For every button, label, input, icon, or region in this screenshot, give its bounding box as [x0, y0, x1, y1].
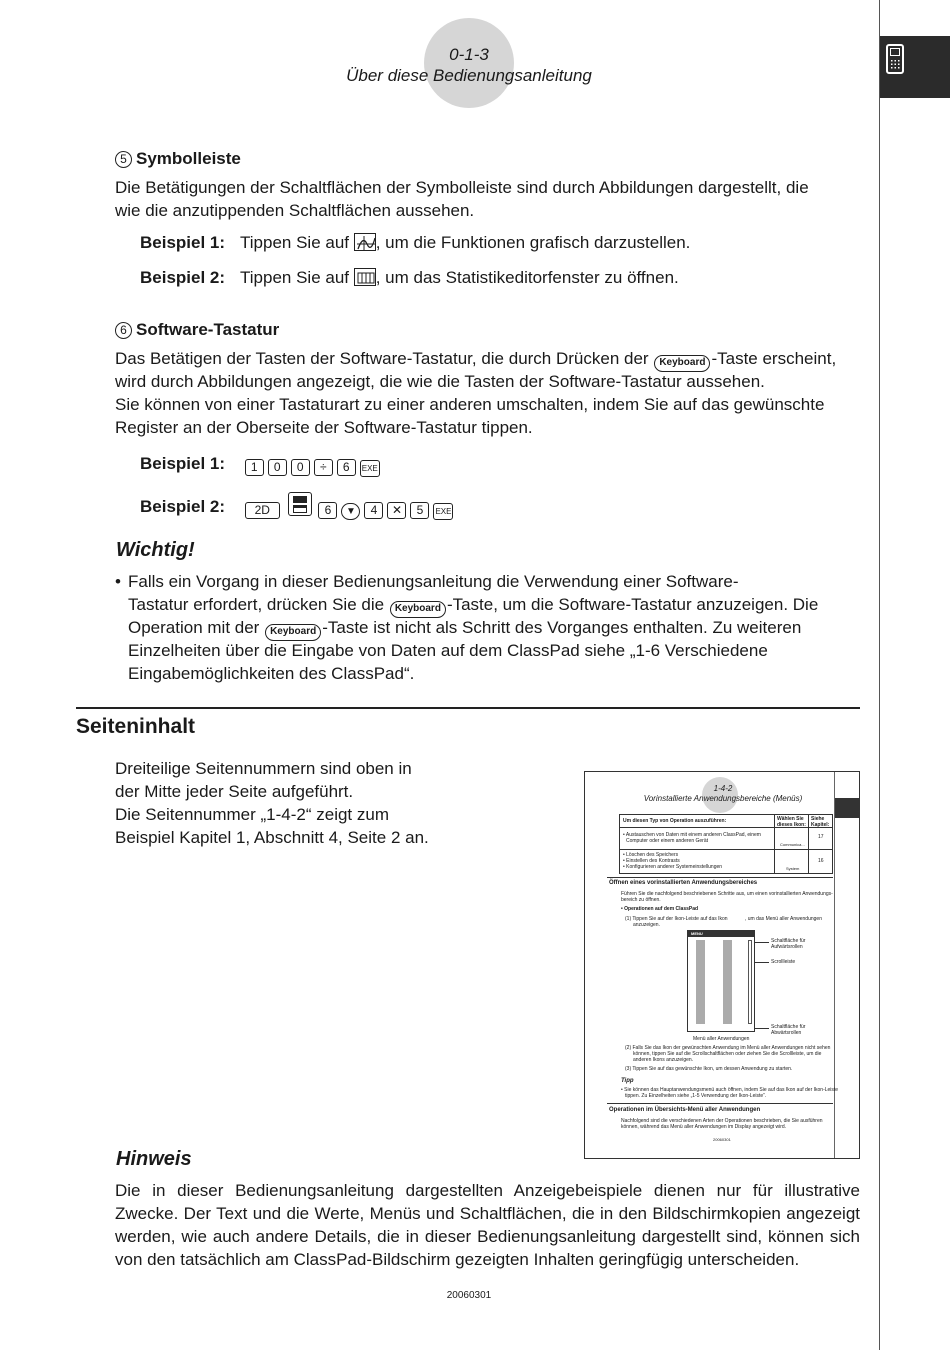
keyboard-key: Keyboard: [654, 355, 710, 372]
thumbnail-screen: MENU: [687, 930, 755, 1032]
key-divide: ÷: [314, 459, 333, 476]
section-6-line-1: Das Betätigen der Tasten der Software-Tastatur, die durch Drücken der Keyboard -Taste erscheint,: [115, 347, 836, 372]
key-1: 1: [245, 459, 264, 476]
section-5-line-2: wie die anzutippenden Schaltflächen aussehen.: [115, 201, 475, 220]
key-0: 0: [268, 459, 287, 476]
section-number: 6: [115, 322, 132, 339]
cursor-down-icon: ▼: [341, 503, 360, 520]
section-divider: [76, 707, 860, 709]
key-exe: EXE: [360, 460, 380, 477]
key-6: 6: [318, 502, 337, 519]
keyboard-key: Keyboard: [265, 624, 321, 641]
thumbnail-table: Um diesen Typ von Operation auszuführen: Wählen Sie dieses Ikon: Siehe Kapitel: • Austauschen von Daten mit einem anderen ClassPad, einem Computer oder einem anderen Gerät Communica... 17 • Löschen des Speichers • Einstellen des Kontrasts • Konfigurieren anderer Systemeinstellungen System 16: [619, 814, 833, 874]
section-heading: Seiteninhalt: [76, 715, 196, 738]
section-5-line-1: Die Betätigungen der Schaltflächen der Symbolleiste sind durch Abbildungen dargestellt, die: [115, 178, 809, 197]
keyboard-example-2: Beispiel 2: 2D 6 ▼ 4 ✕ 5 EXE: [140, 492, 457, 520]
stat-editor-icon: [354, 268, 376, 286]
footer-code: 20060301: [446, 1290, 492, 1301]
page-content-line-3: Die Seitennummer „1-4-2“ zeigt zum: [115, 805, 389, 824]
important-line-2: Tastatur erfordert, drücken Sie die Keyboard -Taste, um die Software-Tastatur anzuzeigen. Die: [128, 593, 818, 618]
page-content-line-4: Beispiel Kapitel 1, Abschnitt 4, Seite 2 an.: [115, 828, 429, 847]
thumbnail-page-number: 1-4-2: [713, 784, 733, 793]
page-title: Über diese Bedienungsanleitung: [346, 66, 592, 85]
important-line-5: Eingabemöglichkeiten des ClassPad“.: [128, 664, 415, 683]
section-6-line-3: Sie können von einer Tastaturart zu einer anderen umschalten, indem Sie auf das gewünschte: [115, 395, 825, 414]
right-margin-rule: [879, 0, 880, 1350]
important-heading: Wichtig!: [116, 539, 195, 561]
key-multiply: ✕: [387, 502, 406, 519]
toolbar-example-1: Beispiel 1: Tippen Sie auf , um die Funktionen grafisch darzustellen.: [140, 233, 691, 252]
page-content-line-1: Dreiteilige Seitennummern sind oben in: [115, 759, 412, 778]
fraction-template-icon: [288, 492, 312, 516]
key-4: 4: [364, 502, 383, 519]
key-2d: 2D: [245, 502, 280, 519]
key-6: 6: [337, 459, 356, 476]
important-line-3: Operation mit der Keyboard -Taste ist nicht als Schritt des Vorganges enthalten. Zu weiteren: [128, 616, 801, 641]
section-6-line-2: wird durch Abbildungen angezeigt, die wie die Tasten der Software-Tastatur aussehen.: [115, 372, 765, 391]
key-5: 5: [410, 502, 429, 519]
important-line-1: Falls ein Vorgang in dieser Bedienungsanleitung die Verwendung einer Software-: [128, 572, 739, 591]
note-heading: Hinweis: [116, 1148, 192, 1170]
keyboard-example-1: Beispiel 1: 1 0 0 ÷ 6 EXE: [140, 452, 384, 477]
section-6-heading: 6 Software-Tastatur: [115, 318, 279, 341]
page-content-line-2: der Mitte jeder Seite aufgeführt.: [115, 782, 354, 801]
toolbar-example-2: Beispiel 2: Tippen Sie auf , um das Statistikeditorfenster zu öffnen.: [140, 268, 679, 287]
thumbnail-margin-rule: [834, 772, 835, 1159]
important-line-4: Einzelheiten über die Eingabe von Daten auf dem ClassPad siehe „1-6 Verschiedene: [128, 641, 768, 660]
key-0: 0: [291, 459, 310, 476]
note-text: Die in dieser Bedienungsanleitung dargestellten Anzeigebeispiele dienen nur für illustrative Zwecke. Der Text und die Werte, Menüs und Schaltflächen, die in den Bildschirmkopien angezeigt werden, wie auch andere Details, die in dieser Bedienungsanleitung dargestellt sind, können sich von den tatsächlich am ClassPad-Bildschirm gezeigten Inhalten geringfügig unterscheiden.: [115, 1181, 860, 1269]
thumbnail-chapter-tab: [835, 798, 860, 818]
key-exe: EXE: [433, 503, 453, 520]
section-6-line-4: Register an der Oberseite der Software-Tastatur tippen.: [115, 418, 533, 437]
sample-page-thumbnail: 1-4-2 Vorinstallierte Anwendungsbereiche (Menüs) Um diesen Typ von Operation auszuführen: Wählen Sie dieses Ikon: Siehe Kapitel: • Austauschen von Daten mit einem anderen ClassPad, einem Computer oder einem anderen Gerät Communica... 17 • Löschen des Speichers • Einstellen des Kontrasts • Konfigurieren anderer Systemeinstellungen System 16 Öffnen eines vorinstallierten Anwendungsbereiches Führen Sie die nachfolgend beschriebenen Schritte aus, um einen vorinstallierten Anwendungs- bereich zu öffnen. • Operationen auf dem ClassPad (1) Tippen Sie auf der Ikon-Leiste auf das Ikon , um das Menü aller Anwendungen anzuzeigen. MENU Schaltfläche für Aufwärtsrollen Scrollleiste Schaltfläche für Abwärtsrollen Menü aller Anwendungen (2) Falls Sie das Ikon der gewünschten Anwendung im Menü aller Anwendungen nicht sehen können, tippen Sie auf die Scrollschaltflächen oder ziehen Sie die Scrollleiste, um die anderen Ikons anzuzeigen. (3) Tippen Sie auf das gewünschte Ikon, um dessen Anwendung zu starten. Tipp • Sie können das Hauptanwendungsmenü auch öffnen, indem Sie auf das Ikon auf der Ikon-Leiste tippen. Zu Einzelheiten siehe „1-5 Verwendung der Ikon-Leiste“. Operationen im Übersichts-Menü aller Anwendungen Nachfolgend sind die verschiedenen Arten der Operationen beschrieben, die Sie ausführen können, während das Menü aller Anwendungen im Display angezeigt wird. 20060301: [584, 771, 860, 1159]
important-bullet: •: [115, 572, 121, 591]
section-5-heading: 5 Symbolleiste: [115, 147, 241, 170]
graph-icon: [354, 233, 376, 251]
section-number: 5: [115, 151, 132, 168]
thumbnail-title: Vorinstallierte Anwendungsbereiche (Menüs): [643, 794, 803, 803]
page-number: 0-1-3: [449, 45, 489, 64]
keyboard-key: Keyboard: [390, 601, 446, 618]
